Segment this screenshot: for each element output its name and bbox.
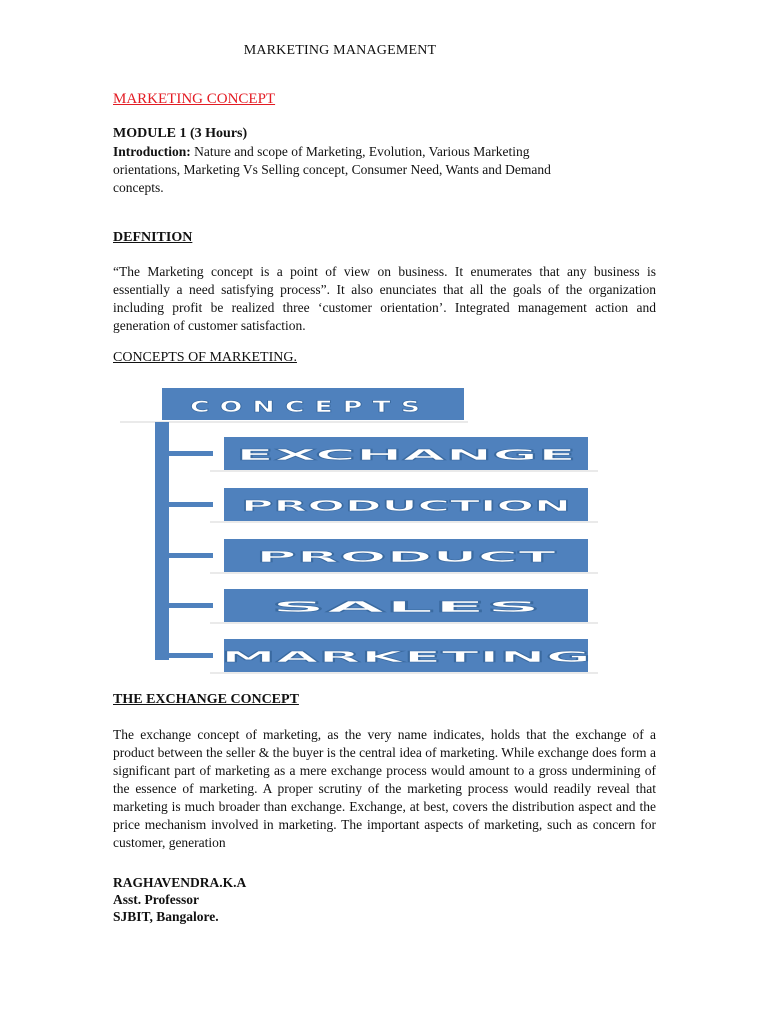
exchange-text: The exchange concept of marketing, as the very name indicates, holds that the exchange of a product between the seller & the buyer is the central idea of marketing. While exchange does form a significant part of marketing as a mere exchange process would amount to a gross undermining of the essence of marketing. A proper scrutiny of the marketing process would readily reveal that marketing is much broader than exchange. Exchange, at best, covers the distribution aspect and the price mechanism involved in marketing. The important aspects of marketing, such as concern for customer, generation [113,727,656,850]
diagram-branch-line [165,502,213,507]
diagram-node-marketing [165,639,598,673]
concepts-heading: CONCEPTS OF MARKETING. [113,350,297,365]
diagram-branch-line [165,653,213,658]
diagram-node-exchange [165,437,598,471]
diagram-root-label: CONCEPTS [190,397,430,416]
document-title: MARKETING MANAGEMENT [243,43,437,58]
diagram-children [165,437,598,673]
author-name: RAGHAVENDRA.K.A [113,875,247,890]
diagram-node-sales [165,589,598,623]
diagram-node-production [165,488,598,522]
definition-text: “The Marketing concept is a point of view on business. It enumerates that any business is essentially a need satisfying process”. It also enunciates that all the goals of the organization including profit be realized three ‘customer orientation’. Integrated management action and generation of customer satisfaction. [113,264,656,333]
module-heading: MODULE 1 (3 Hours) [113,126,248,141]
intro-label: Introduction: [113,144,191,159]
diagram-branch-line [165,553,213,558]
diagram-node-product [165,539,598,573]
author-org: SJBIT, Bangalore. [113,909,219,924]
intro-text: Nature and scope of Marketing, Evolution, Various Marketing orientations, Marketing Vs Selling concept, Consumer Need, Wants and Demand concepts. [113,144,551,195]
diagram-node-label: PRODUCTION [241,497,571,515]
diagram-node-label: PRODUCT [256,548,559,566]
diagram-node-label: MARKETING [221,648,591,666]
definition-heading: DEFNITION [113,230,193,245]
exchange-heading: THE EXCHANGE CONCEPT [113,692,299,707]
author-block [113,874,246,925]
section-title: MARKETING CONCEPT [113,91,276,107]
diagram-branch-line [165,451,213,456]
diagram-node-label: SALES [271,598,541,616]
diagram-branch-line [165,603,213,608]
diagram-connector [155,422,169,660]
author-role: Asst. Professor [113,892,199,907]
diagram-root-node [120,385,468,422]
diagram-node-label: EXCHANGE [236,446,576,464]
